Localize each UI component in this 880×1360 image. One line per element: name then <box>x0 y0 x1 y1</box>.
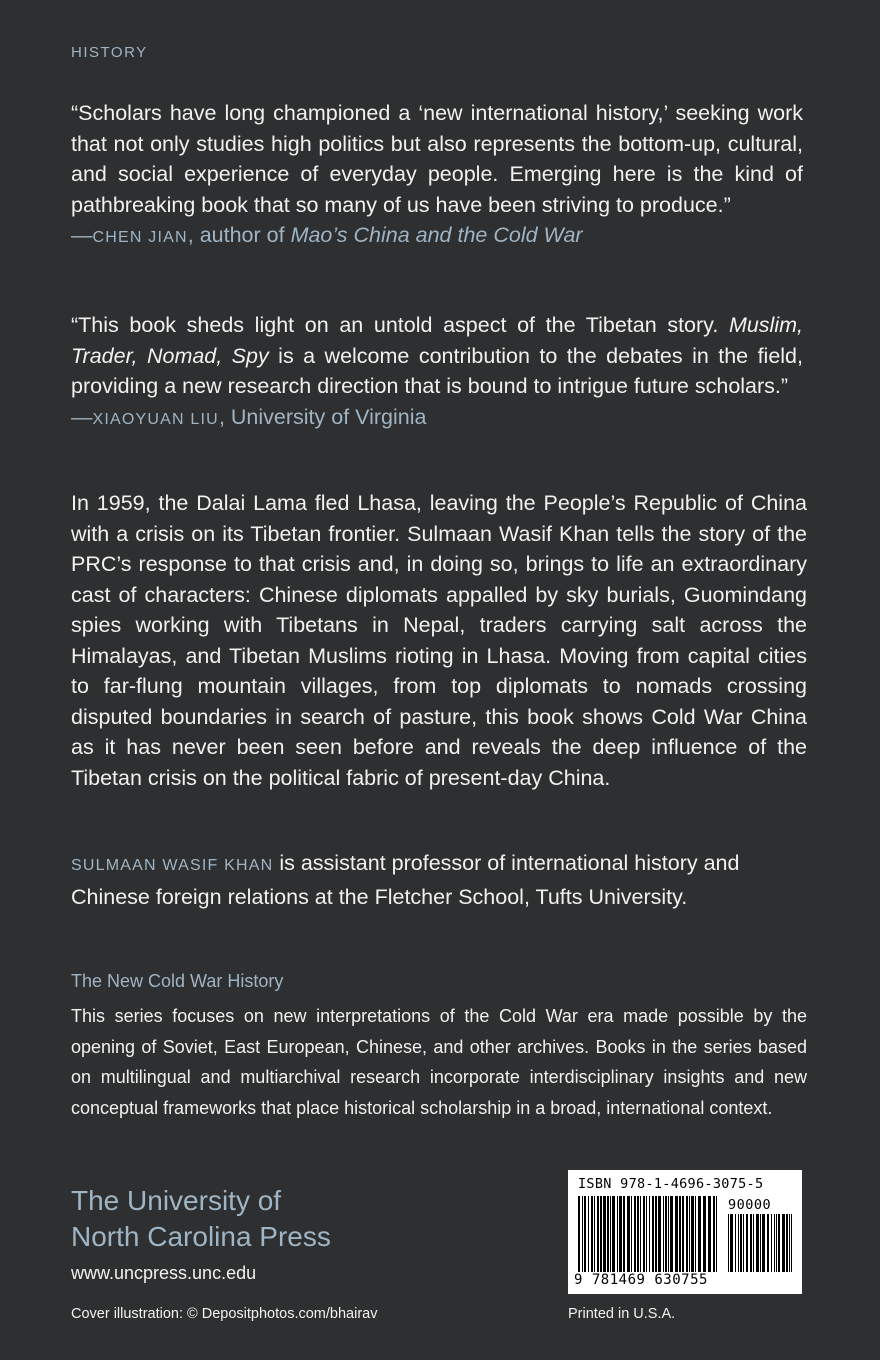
barcode-bar <box>675 1196 678 1272</box>
barcode-bar <box>750 1214 752 1272</box>
quote-attribution <box>71 402 803 436</box>
barcode-bar <box>762 1214 765 1272</box>
barcode-bar <box>776 1214 777 1272</box>
series-description <box>71 1001 807 1123</box>
barcode-bar <box>771 1214 772 1272</box>
quote-book-title: Muslim, Trader, Nomad, Spy <box>71 313 803 368</box>
barcode-bar <box>778 1214 780 1272</box>
quote-text <box>71 310 803 402</box>
barcode-bar <box>603 1196 606 1272</box>
series-text: This series focuses on new interpretations of the Cold War era made possible by the opening of Soviet, East European, Chinese, and other archives. Books in the series based on multilingual and multiarchival research incorporate interdisciplinary insights and new conceptual frameworks that place historical scholarship in a broad, international context. <box>71 1006 807 1118</box>
barcode-bar <box>600 1196 602 1272</box>
barcode-bar <box>640 1196 641 1272</box>
reviewer-affiliation: , University of Virginia <box>218 404 427 429</box>
description-text: In 1959, the Dalai Lama fled Lhasa, leaving the People’s Republic of China with a crisis on its Tibetan frontier. Sulmaan Wasif Khan tells the story of the PRC’s response to that crisis and, in doing so, brings to life an extraordinary cast of characters: Chinese diplomats appalled by sky burials, Guomindang spies working with Tibetans in Nepal, traders carrying salt across the Himalayas, and Tibetan Muslims rioting in Lhasa. Moving from capital cities to far-flung mountain villages, from top diplomats to nomads crossing disputed boundaries in search of pasture, this book shows Cold War China as it has never been seen before and reveals the deep influence of the Tibetan crisis on the political fabric of present-day China. <box>71 491 807 790</box>
barcode-bar <box>740 1214 742 1272</box>
barcode-bar <box>607 1196 609 1272</box>
printed-in: Printed in U.S.A. <box>568 1306 676 1322</box>
series-title: The New Cold War History <box>71 971 284 991</box>
publisher-line-1: The University of <box>71 1185 282 1216</box>
barcode-bar <box>767 1214 769 1272</box>
barcode-bar <box>663 1196 664 1272</box>
barcode-bar <box>728 1214 729 1272</box>
barcode-add-on: 90000 <box>728 1197 772 1213</box>
barcode-bar <box>689 1196 690 1272</box>
cover-credit: Cover illustration: © Depositphotos.com/bhairav <box>71 1306 378 1322</box>
barcode-bar <box>756 1214 759 1272</box>
barcode-bar <box>695 1196 696 1272</box>
barcode-bar <box>623 1196 625 1272</box>
barcode-bar <box>582 1196 583 1272</box>
barcode-bar <box>588 1196 589 1272</box>
bio-body: is assistant professor of international history and Chinese foreign relations at the Fletcher School, Tufts University. <box>71 851 740 909</box>
barcode-bar <box>698 1196 701 1272</box>
barcode-bar <box>760 1214 761 1272</box>
barcode-bar <box>665 1196 667 1272</box>
barcode-bar <box>631 1196 632 1272</box>
barcode-bar <box>774 1214 775 1272</box>
quote-text-after: is a welcome contribution to the debates in the field, providing a new research direction that is bound to intrigue future scholars.” <box>71 343 803 398</box>
reviewer-affiliation: , author of <box>187 223 291 247</box>
barcode-bar <box>746 1214 748 1272</box>
barcode-bar <box>691 1196 694 1272</box>
barcode-bar <box>634 1196 636 1272</box>
barcode-bar <box>782 1214 785 1272</box>
isbn-barcode <box>568 1170 802 1294</box>
quote-attribution <box>71 220 803 254</box>
review-quote-1 <box>71 98 803 254</box>
barcode-bar <box>730 1214 733 1272</box>
barcode-bar <box>753 1214 754 1272</box>
ean-digits: 9 781469 630755 <box>574 1272 708 1288</box>
barcode-bar <box>610 1196 611 1272</box>
barcode-bar <box>791 1214 792 1272</box>
attribution-dash: — <box>71 404 93 429</box>
barcode-bar <box>670 1196 673 1272</box>
barcode-bar <box>584 1196 586 1272</box>
barcode-bar <box>617 1196 618 1272</box>
barcode-bar <box>649 1196 650 1272</box>
author-name: SULMAAN WASIF KHAN <box>71 857 274 874</box>
reviewer-book-title: Mao’s China and the Cold War <box>290 223 583 247</box>
barcode-bar <box>658 1196 661 1272</box>
isbn-text: ISBN 978-1-4696-3075-5 <box>578 1176 764 1192</box>
barcode-bar <box>619 1196 622 1272</box>
review-quote-2 <box>71 310 803 435</box>
barcode-bar <box>668 1196 669 1272</box>
barcode-bar <box>652 1196 654 1272</box>
barcode-bar <box>594 1196 595 1272</box>
barcode-bar <box>716 1196 717 1272</box>
author-bio <box>71 848 751 912</box>
barcode-bar <box>743 1214 744 1272</box>
barcode-bar <box>679 1196 681 1272</box>
reviewer-name: XIAOYUAN LIU <box>92 410 219 428</box>
barcode-bar <box>637 1196 639 1272</box>
barcode-bar <box>627 1196 630 1272</box>
barcode-bar <box>703 1196 706 1272</box>
barcode-bar <box>597 1196 599 1272</box>
quote-text: “Scholars have long championed a ‘new international history,’ seeking work that not only studies high politics but also represents the bottom-up, cultural, and social experience of everyday people. Emerging here is the kind of pathbreaking book that so many of us have been striving to produce.” <box>71 101 803 217</box>
barcode-bar <box>646 1196 647 1272</box>
barcode-bar <box>643 1196 645 1272</box>
barcode-bar <box>578 1196 580 1272</box>
bio-text <box>71 848 751 912</box>
barcode-bar <box>738 1214 739 1272</box>
barcode-bar <box>612 1196 615 1272</box>
barcode-bar <box>708 1196 711 1272</box>
book-description <box>71 488 807 793</box>
publisher-url: www.uncpress.unc.edu <box>71 1263 257 1283</box>
publisher-line-2: North Carolina Press <box>71 1221 331 1252</box>
barcode-bar <box>591 1196 593 1272</box>
quote-text-before: “This book sheds light on an untold aspect of the Tibetan story. <box>71 313 729 337</box>
barcode-bar <box>686 1196 688 1272</box>
barcode-bar <box>789 1214 790 1272</box>
barcode-bar <box>655 1196 657 1272</box>
barcode-bar <box>735 1214 736 1272</box>
attribution-dash: — <box>71 223 93 247</box>
reviewer-name: CHEN JIAN <box>92 229 188 246</box>
barcode-bar <box>786 1214 788 1272</box>
category-label: HISTORY <box>71 44 148 61</box>
barcode-bar <box>713 1196 715 1272</box>
barcode-bar <box>682 1196 684 1272</box>
publisher-name <box>71 1183 331 1255</box>
